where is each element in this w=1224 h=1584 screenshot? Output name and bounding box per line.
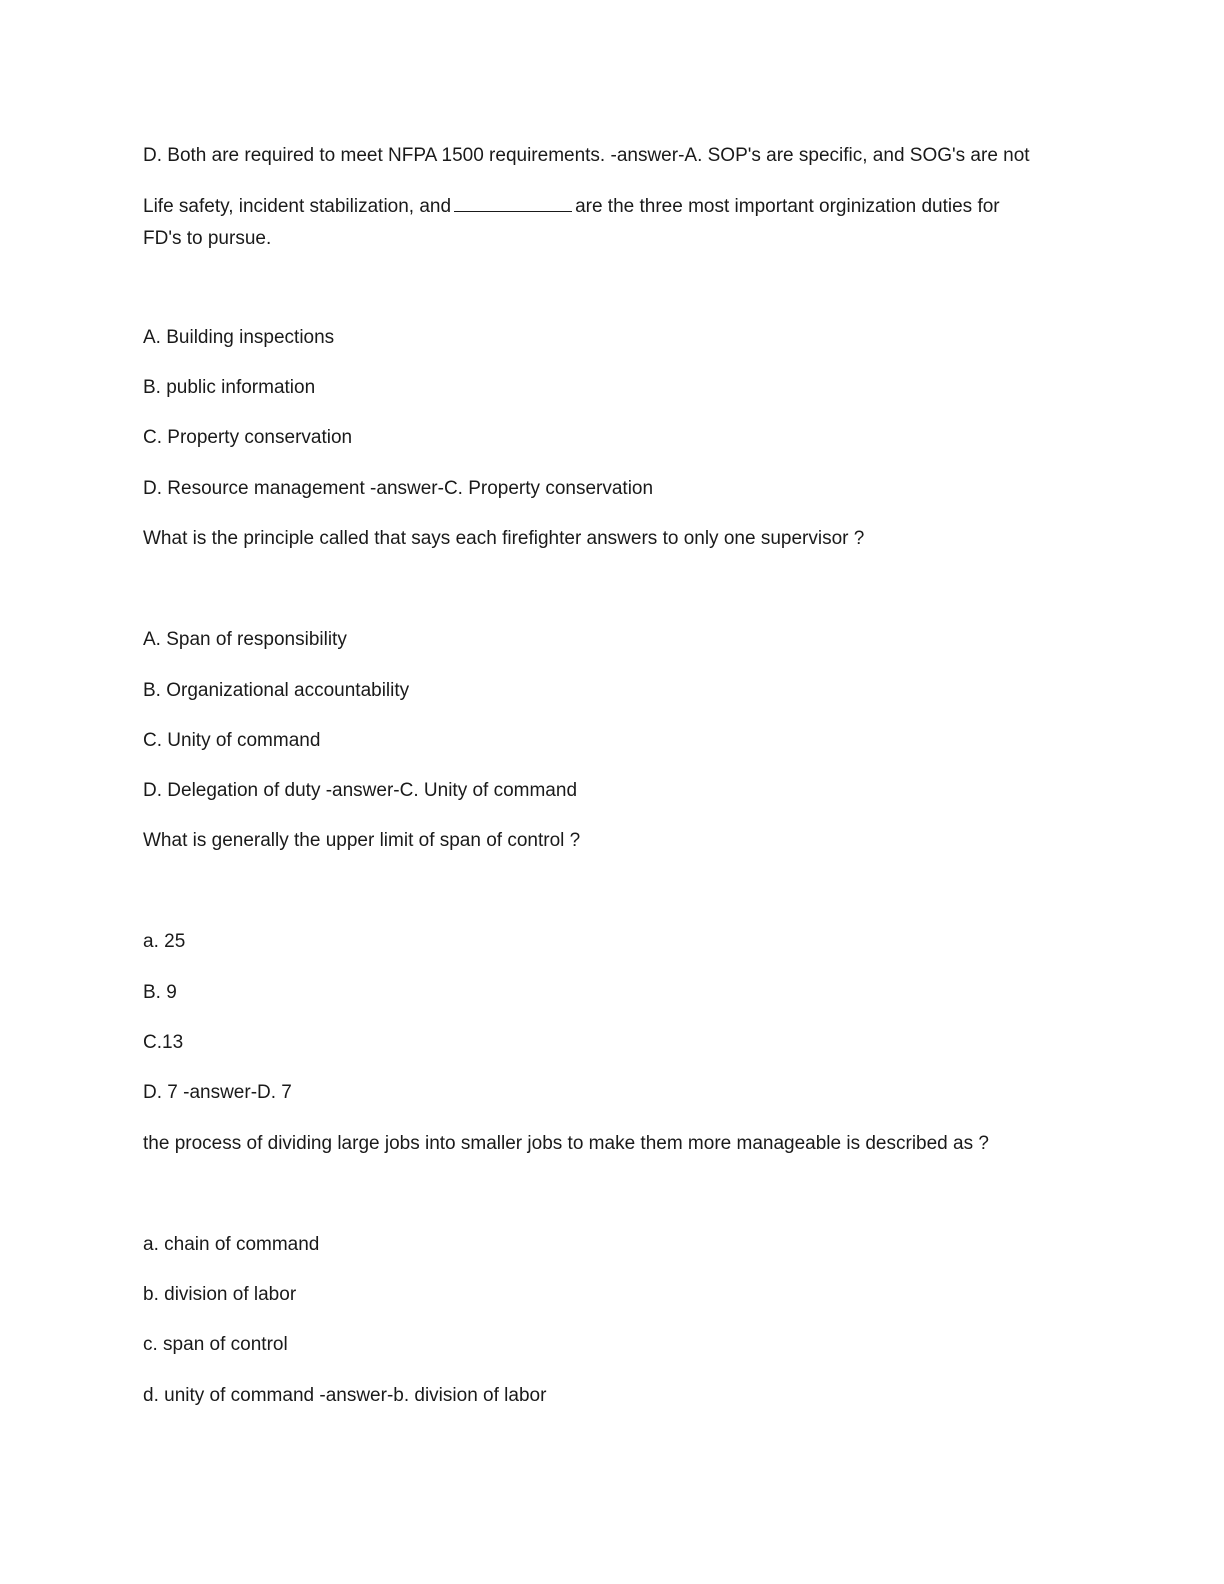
option-a: a. chain of command — [143, 1234, 320, 1255]
question-text-after-blank: are the three most important orginization duties for — [575, 196, 1000, 217]
option-c: C. Unity of command — [143, 730, 321, 751]
answer-line: D. Both are required to meet NFPA 1500 requirements. -answer-A. SOP's are specific, and SOG's are not — [143, 145, 1030, 166]
option-a: a. 25 — [143, 931, 186, 952]
option-d-answer: D. Resource management -answer-C. Property conservation — [143, 478, 654, 499]
option-b: B. 9 — [143, 982, 177, 1003]
question-text-before-blank: Life safety, incident stabilization, and — [143, 196, 452, 217]
option-c: C.13 — [143, 1032, 184, 1053]
question-text: What is the principle called that says each firefighter answers to only one supervisor ? — [143, 528, 865, 549]
option-b: b. division of labor — [143, 1284, 297, 1305]
option-c: C. Property conservation — [143, 427, 353, 448]
option-d-answer: D. Delegation of duty -answer-C. Unity of command — [143, 780, 578, 801]
option-c: c. span of control — [143, 1334, 288, 1355]
option-a: A. Span of responsibility — [143, 629, 347, 650]
question-text: the process of dividing large jobs into smaller jobs to make them more manageable is described as ? — [143, 1133, 989, 1154]
question-text — [143, 191, 1083, 223]
question-text-continuation: FD's to pursue. — [143, 228, 272, 249]
option-b: B. public information — [143, 377, 316, 398]
option-a: A. Building inspections — [143, 327, 335, 348]
option-b: B. Organizational accountability — [143, 680, 410, 701]
question-text: What is generally the upper limit of span of control ? — [143, 830, 581, 851]
fill-in-blank — [454, 194, 572, 212]
option-d-answer: d. unity of command -answer-b. division of labor — [143, 1385, 547, 1406]
option-d-answer: D. 7 -answer-D. 7 — [143, 1082, 292, 1103]
